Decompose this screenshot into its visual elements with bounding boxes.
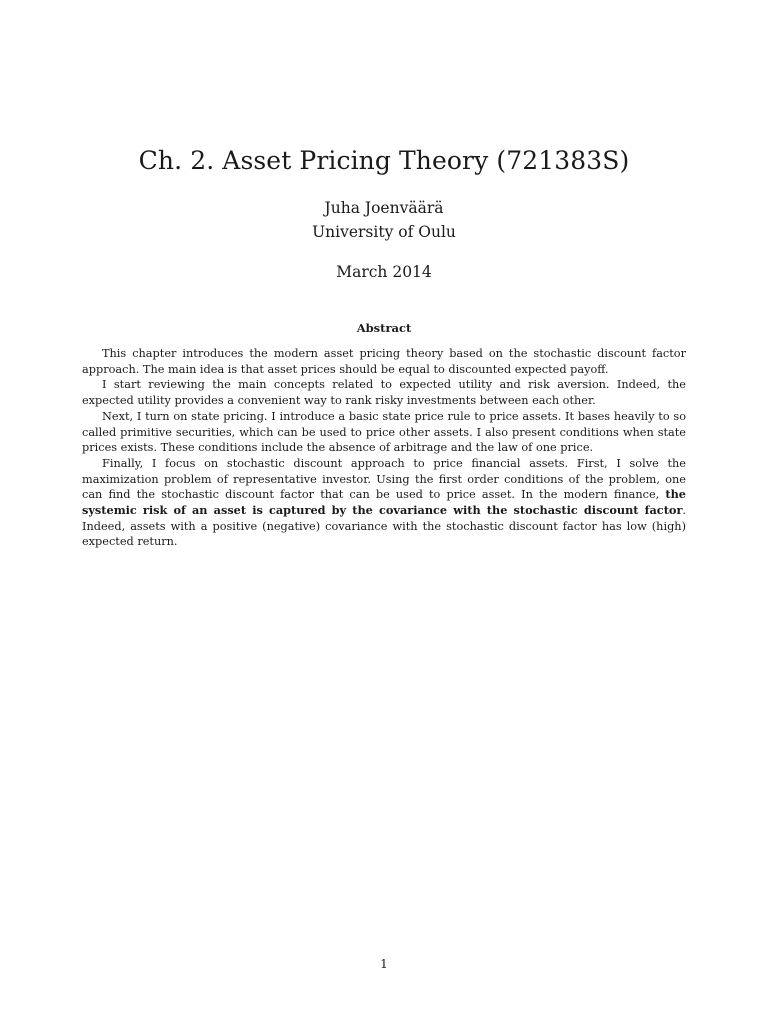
- abstract-paragraph: This chapter introduces the modern asset pricing theory based on the stochastic discount factor approach. The main idea is that asset prices should be equal to discounted expected payoff.: [82, 347, 686, 376]
- abstract-text: Finally, I focus on stochastic discount approach to price financial assets. First, I solve the maximization problem of representative investor. Using the first order conditions of the problem, one can find the stochastic discount factor that can be used to price asset. In the modern finance,: [82, 456, 686, 502]
- abstract-heading: Abstract: [356, 321, 412, 335]
- author-block: [0, 196, 768, 244]
- author-name: Juha Joenväärä: [324, 199, 444, 217]
- abstract-paragraph: Next, I turn on state pricing. I introduce a basic state price rule to price assets. It bases heavily to so called primitive securities, which can be used to price other assets. I also present conditions when state prices exists. These conditions include the absence of arbitrage and the law of one price.: [82, 409, 686, 455]
- page-number: 1: [380, 957, 388, 971]
- document-date: March 2014: [336, 263, 432, 281]
- abstract-body: [82, 346, 686, 550]
- author-affiliation: University of Oulu: [312, 223, 456, 241]
- document-title: Ch. 2. Asset Pricing Theory (721383S): [138, 146, 630, 175]
- abstract-emphasis: the systemic risk of an asset is captured by the covariance with the stochastic discount factor: [82, 487, 686, 518]
- abstract-paragraph: [82, 456, 686, 550]
- abstract-paragraph: I start reviewing the main concepts related to expected utility and risk aversion. Indeed, the expected utility provides a convenient way to rank risky investments between each other.: [82, 378, 686, 408]
- abstract-text: . Indeed, assets with a positive (negative) covariance with the stochastic discount factor has low (high) expected return.: [82, 504, 686, 549]
